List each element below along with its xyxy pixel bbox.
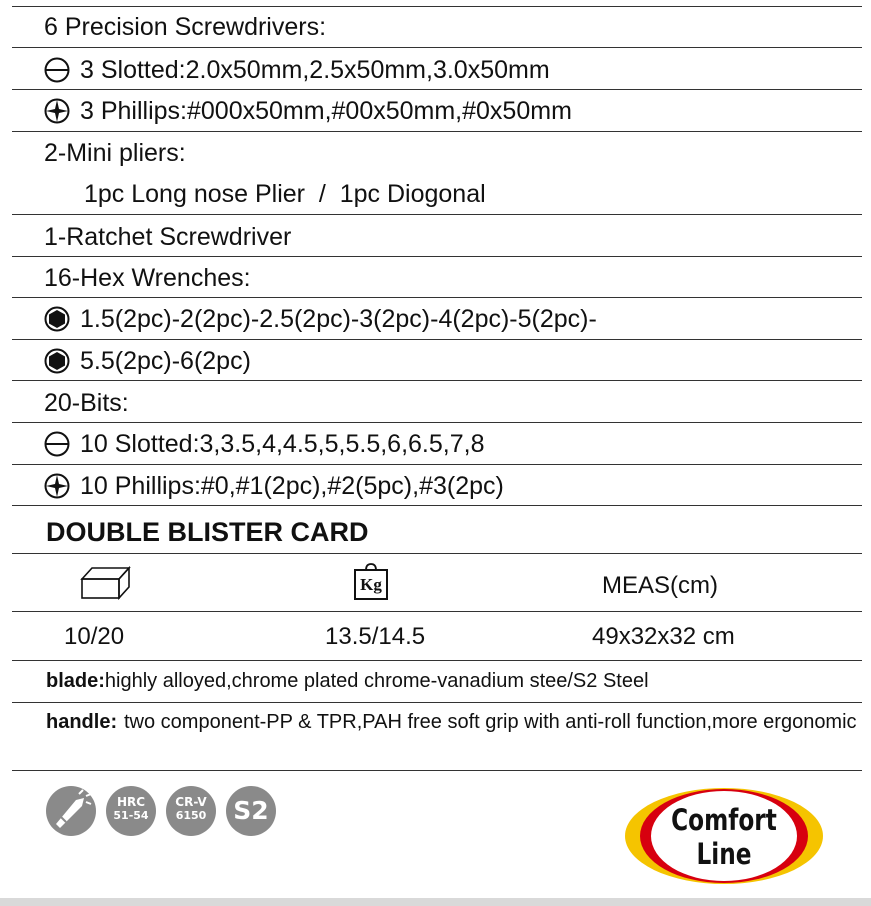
handle-label: handle: bbox=[46, 711, 118, 733]
handle-text: two component-PP & TPR,PAH free soft grip with anti-roll function,more ergonomic bbox=[124, 711, 857, 733]
phillips-icon bbox=[44, 473, 70, 499]
comfort-line-logo bbox=[624, 786, 824, 886]
row-divider bbox=[12, 770, 862, 771]
item-slotted-bits: 10 Slotted:3,3.5,4,4.5,5,5.5,6,6.5,7,8 bbox=[80, 430, 485, 458]
item-phillips-bits: 10 Phillips:#0,#1(2pc),#2(5pc),#3(2pc) bbox=[80, 472, 504, 500]
row-divider bbox=[12, 47, 862, 48]
blade-note bbox=[46, 669, 649, 693]
row-divider bbox=[12, 464, 862, 465]
hex-icon bbox=[44, 348, 70, 374]
row-divider bbox=[12, 89, 862, 90]
carton-box-icon bbox=[80, 565, 132, 601]
carton-measure: 49x32x32 cm bbox=[592, 623, 735, 650]
item-hex-sizes-1: 1.5(2pc)-2(2pc)-2.5(2pc)-3(2pc)-4(2pc)-5(2pc)- bbox=[80, 305, 597, 333]
slotted-icon bbox=[44, 57, 70, 83]
meas-header: MEAS(cm) bbox=[602, 572, 718, 599]
crv-badge bbox=[166, 786, 216, 836]
weight-icon bbox=[354, 563, 388, 601]
row-divider bbox=[12, 611, 862, 612]
phillips-icon bbox=[44, 98, 70, 124]
crv-badge-top: CR-V bbox=[175, 795, 207, 809]
packaging-title: DOUBLE BLISTER CARD bbox=[46, 517, 369, 547]
row-divider bbox=[12, 553, 862, 554]
hrc-badge bbox=[106, 786, 156, 836]
carton-weight: 13.5/14.5 bbox=[325, 623, 426, 650]
logo-line1: Comfort bbox=[671, 803, 777, 837]
slotted-icon bbox=[44, 431, 70, 457]
blade-label: blade: bbox=[46, 670, 105, 692]
blade-text: highly alloyed,chrome plated chrome-vanadium stee/S2 Steel bbox=[104, 670, 649, 692]
row-divider bbox=[12, 380, 862, 381]
sharp-tip-badge bbox=[46, 786, 96, 836]
item-ratchet-screwdriver: 1-Ratchet Screwdriver bbox=[44, 223, 292, 251]
item-mini-pliers: 2-Mini pliers: bbox=[44, 139, 186, 167]
logo-line2: Line bbox=[696, 837, 752, 871]
item-slotted-screwdrivers: 3 Slotted:2.0x50mm,2.5x50mm,3.0x50mm bbox=[80, 56, 550, 84]
row-divider bbox=[12, 505, 862, 506]
row-divider bbox=[12, 6, 862, 7]
row-divider bbox=[12, 131, 862, 132]
row-divider bbox=[12, 297, 862, 298]
item-bits: 20-Bits: bbox=[44, 389, 129, 417]
sharp-tip-icon bbox=[46, 786, 96, 836]
row-divider bbox=[12, 702, 862, 703]
row-divider bbox=[12, 256, 862, 257]
item-precision-screwdrivers: 6 Precision Screwdrivers: bbox=[44, 13, 327, 41]
item-pliers-detail: 1pc Long nose Plier / 1pc Diogonal bbox=[84, 180, 486, 208]
bottom-bar bbox=[0, 898, 871, 906]
hrc-badge-bottom: 51-54 bbox=[113, 809, 149, 822]
item-phillips-screwdrivers: 3 Phillips:#000x50mm,#00x50mm,#0x50mm bbox=[80, 97, 572, 125]
row-divider bbox=[12, 339, 862, 340]
hrc-badge-top: HRC bbox=[116, 795, 146, 809]
s2-badge: S2 bbox=[226, 786, 276, 836]
row-divider bbox=[12, 214, 862, 215]
row-divider bbox=[12, 422, 862, 423]
row-divider bbox=[12, 660, 862, 661]
hex-icon bbox=[44, 306, 70, 332]
item-hex-wrenches: 16-Hex Wrenches: bbox=[44, 264, 251, 292]
carton-qty: 10/20 bbox=[64, 623, 125, 650]
crv-badge-bottom: 6150 bbox=[175, 809, 207, 822]
weight-icon-label: Kg bbox=[360, 575, 382, 594]
item-hex-sizes-2: 5.5(2pc)-6(2pc) bbox=[80, 347, 251, 375]
